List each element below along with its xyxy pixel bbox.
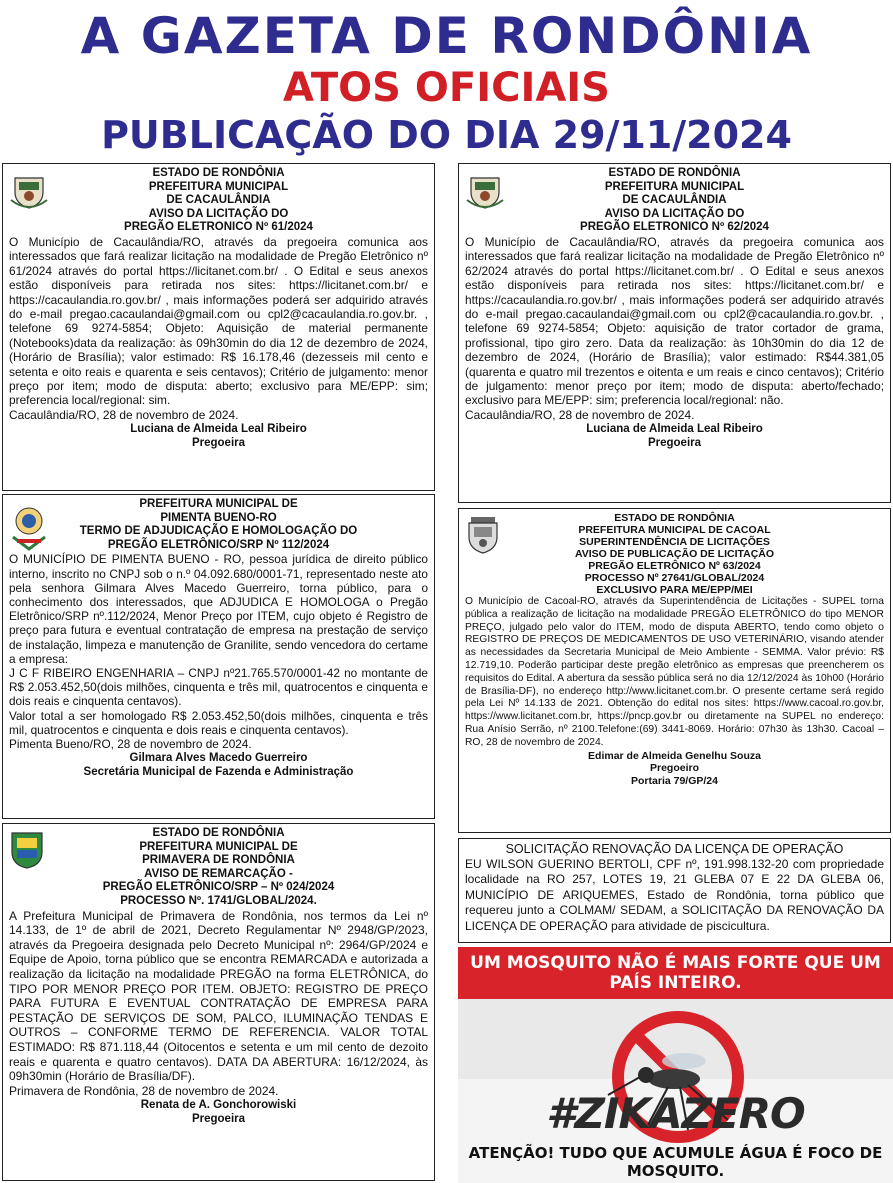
newspaper-title: A GAZETA DE RONDÔNIA [80,7,813,65]
ad-warning: ATENÇÃO! TUDO QUE ACUMULE ÁGUA É FOCO DE MOSQUITO. [468,1144,883,1180]
notice-header: ESTADO DE RONDÔNIA PREFEITURA MUNICIPAL DE CACAULÂNDIA AVISO DA LICITAÇÃO DO PREGÃO ELETRONICO Nº 62/2024 [580,167,769,234]
notice-body: O MUNICÍPIO DE PIMENTA BUENO - RO, pessoa jurídica de direito público interno, inscrito no CNPJ sob o n.º 04.092.680/0001-71, representado neste ato pela senhora Gilmara Alves Macedo Guerreiro, torna público, para o conhecimento dos interessados, que ADJUDICA E HOMOLOGA o Pregão Eletrônico/SRP nº.112/2024, Menor Preço por ITEM, cujo objeto é Registro de preço para futura e eventual contratação de empresa na prestação de serviço de instalação, limpeza e manutenção de Granilite, sendo vencedora do certame a empresa: J C F RIBEIRO ENGENHARIA – CNPJ nº21.765.570/0001-42 no montante de R$ 2.053.452,50(dois milhões, cinquenta e três mil, quatrocentos e cinquenta e dois reais e cinquenta centavos). Valor total a ser homologado R$ 2.053.452,50(dois milhões, cinquenta e três mil, quatrocentos e cinquenta e dois reais e cinquenta centavos). Pimenta Bueno/RO, 28 de novembro de 2024. [9,552,428,752]
pimenta-bueno-crest-icon [9,503,49,543]
cacaulandia-crest-icon [9,170,49,210]
notice-body: O Município de Cacoal-RO, através da Superintendência de Licitações - SUPEL torna pública a realização de licitação na modalidade PREGÃO ELETRÔNICO do tipo MENOR PREÇO, julgado pelo valor do ITEM, modo de disputa ABERTO, tendo como objeto o REGISTRO DE PREÇOS DE MEDICAMENTOS DE USO VETERINÁRIO, visando atender as necessidades da Secretaria Municipal de Meio Ambiente - SEMMA. Valor prévio: R$ 12.719,10. Poderão participar deste pregão eletrônico as empresas que preencherem os requisitos do Edital. A abertura da sessão pública será no dia 12/12/2024 às 10h00 (Horário de Brasília-DF), no endereço http://www.licitanet.com.br. O presente certame será regido pela Lei Nº 14.133 de 2021. Obtenção do edital nos sites: https://www.cacoal.ro.gov.br, https://www.licitanet.com.br, https://pncp.gov.br ou diretamente na SUPEL no endereço: Rua Anísio Serrão, nº 2100.Telefone:(69) 3441-8069. Horário: 07h30 às 13h30. Cacoal – RO, 28 de novembro de 2024. [465,596,884,748]
cacoal-crest-icon [465,515,505,555]
masthead [0,0,893,160]
signature: Edimar de Almeida Genelhu Souza Pregoeiro Portaria 79/GP/24 [588,749,761,787]
notice-header: ESTADO DE RONDÔNIA PREFEITURA MUNICIPAL DE CACAULÂNDIA AVISO DA LICITAÇÃO DO PREGÃO ELETRONICO Nº 61/2024 [124,167,313,234]
notice-primavera [2,823,435,1181]
notice-cacoal [458,508,891,833]
notice-body: O Município de Cacaulândia/RO, através da pregoeira comunica aos interessados que fará realizar licitação na modalidade de Pregão Eletrônico nº 61/2024 através do portal https://licitanet.com.br/ . O Edital e seus anexos estão disponíveis para retirada nos sites: https://licitanet.com.br/ e https://cacaulandia.ro.gov.br/ , mais informações poderá ser adquirido através do e-mail pregao.cacaulandai@gmail.com ou cpl2@cacaulandia.ro.gov.br. , telefone 69 9274-5854; Objeto: Aquisição de material permanente (Notebooks)data da realização: às 09h30min do dia 12 de dezembro de 2024, (Horário de Brasília); valor estimado: R$ 16.178,46 (dezesseis mil cento e setenta e oito reais e quarenta e seis centavos); Critério de julgamento: menor preço por item; modo de disputa: aberto; exclusivo para ME/EPP: sim; preferencia local/regional: sim. Cacaulândia/RO, 28 de novembro de 2024. [9,234,428,422]
notice-header: PREFEITURA MUNICIPAL DE PIMENTA BUENO-RO TERMO DE ADJUDICAÇÃO E HOMOLOGAÇÃO DO PREGÃO ELETRÔNICO/SRP Nº 112/2024 [79,498,358,551]
ad-hashtag: #ZIKAZERO [546,1089,805,1138]
notice-header: ESTADO DE RONDÔNIA PREFEITURA MUNICIPAL DE CACOAL SUPERINTENDÊNCIA DE LICITAÇÕES AVISO DE PUBLICAÇÃO DE LICITAÇÃO PREGÃO ELETRÔNICO Nº 63/2024 PROCESSO Nº 27641/GLOBAL/2024 EXCLUSIVO PARA ME/EPP/MEI [574,512,775,596]
ad-headline: UM MOSQUITO NÃO É MAIS FORTE QUE UM PAÍS INTEIRO. [458,947,893,999]
section-title: ATOS OFICIAIS [283,65,610,111]
notice-pimenta-bueno [2,494,435,819]
signature: Luciana de Almeida Leal Ribeiro Pregoeira [586,423,763,450]
notice-body: O Município de Cacaulândia/RO, através da pregoeira comunica aos interessados que fará realizar licitação na modalidade de Pregão Eletrônico nº 62/2024 através do portal https://licitanet.com.br/ . O Edital e seus anexos estão disponíveis para retirada nos sites: https://licitanet.com.br/ e https://cacaulandia.ro.gov.br/ , mais informações poderá ser adquirido através do e-mail pregao.cacaulandai@gmail.com ou cpl2@cacaulandia.ro.gov.br. , telefone 69 9274-5854; Objeto: aquisição de trator cortador de grama, profissional, tipo giro zero. Data da realização: às 10h30min do dia 12 de dezembro de 2024, (Horário de Brasília); valor estimado: R$44.381,05 (quarenta e quatro mil trezentos e oitenta e um reais e cinco centavos); Critério de julgamento: menor preço por item; modo de disputa: aberto/fechado; exclusivo para ME/EPP: sim; preferencia local/regional: não. Cacaulândia/RO, 28 de novembro de 2024. [465,234,884,422]
signature: Gilmara Alves Macedo Guerreiro Secretária Municipal de Fazenda e Administração [83,752,354,779]
cacaulandia-crest-icon [465,170,505,210]
notice-body: A Prefeitura Municipal de Primavera de Rondônia, nos termos da Lei nº 14.133, de 1º de abril de 2021, Decreto Regulamentar Nº 2948/GP/2023, através da Pregoeira designada pelo Decreto Municipal nº: 2964/GP/2024 e Equipe de Apoio, torna público que se encontra REMARCADA e autorizada a realização da licitação na modalidade PREGÃO na forma ELETRÔNICA, do TIPO POR MENOR PREÇO POR ITEM. OBJETO: REGISTRO DE PREÇO PARA FUTURA E EVENTUAL CONTRATAÇÃO DE EMPRESA PARA PESTAÇÃO DE SERVIÇOS DE SOM, PALCO, ILUMINAÇÃO TENDAS E OUTROS – CONFORME TERMO DE REFERENCIA. VALOR TOTAL ESTIMADO: R$ 871.118,44 (Oitocentos e setenta e um mil cento de dezoito reais e quarenta e quatro centavos). DATA DA ABERTURA: 16/12/2024, às 09h30min (Horário de Brasília/DF). Primavera de Rondônia, 28 de novembro de 2024. [9,908,428,1098]
notice-header: SOLICITAÇÃO RENOVAÇÃO DA LICENÇA DE OPERAÇÃO [505,842,844,856]
notice-cacaulandia-62 [458,163,891,503]
notice-cacaulandia-61 [2,163,435,491]
zika-ad-banner [458,947,893,1183]
signature: Luciana de Almeida Leal Ribeiro Pregoeira [130,423,307,450]
primavera-crest-icon [9,830,49,870]
notice-body: EU WILSON GUERINO BERTOLI, CPF nº, 191.998.132-20 com propriedade localidade na RO 257, LOTES 19, 21 GLEBA 07 E 22 DA GLEBA 06, MUNICÍPIO DE ARIQUEMES, Estado de Rondônia, torna público que requereu junto a COLMAM/ SEDAM, a SOLICITAÇÃO DA RENOVAÇÃO DA LICENÇA DE OPERAÇÃO para atividade de piscicultura. [465,857,884,933]
publication-date: PUBLICAÇÃO DO DIA 29/11/2024 [101,113,792,157]
notice-license-renewal [458,838,891,943]
signature: Renata de A. Gonchorowiski Pregoeira [140,1099,297,1126]
notice-header: ESTADO DE RONDÔNIA PREFEITURA MUNICIPAL DE PRIMAVERA DE RONDÔNIA AVISO DE REMARCAÇÃO - PREGÃO ELETRÔNICO/SRP – Nº 024/2024 PROCESSO Nº. 1741/GLOBAL/2024. [102,827,335,907]
